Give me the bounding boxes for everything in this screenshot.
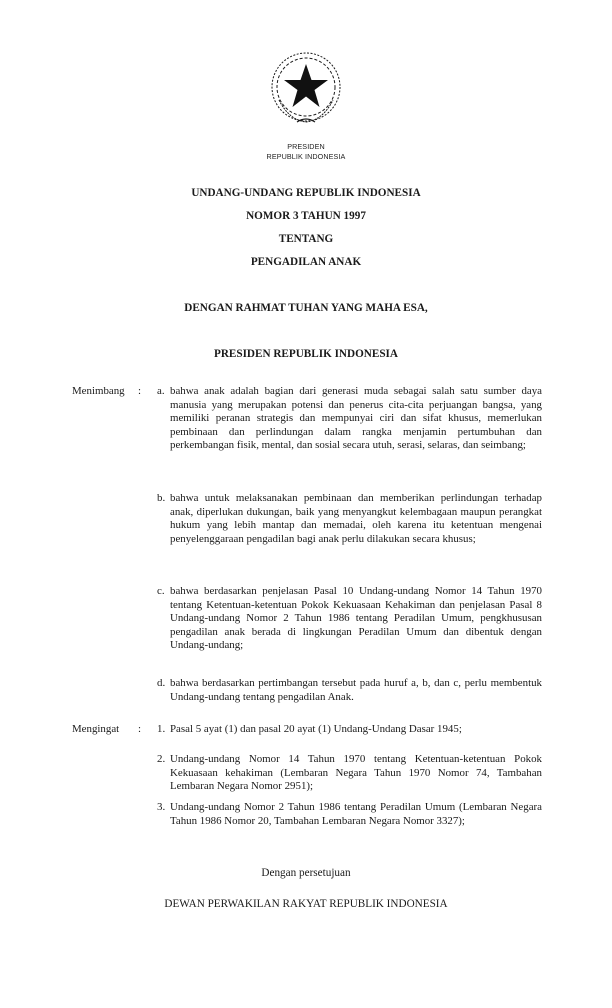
mengingat-item-3 — [157, 801, 542, 828]
item-text: Undang-undang Nomor 14 Tahun 1970 tentang Ketentuan-ketentuan Pokok Kekuasaan kehakiman (Lembaran Negara Tahun 1970 Nomor 74, Tambahan Lembaran Negara Nomor 2951); — [170, 753, 542, 793]
law-tentang: TENTANG — [278, 233, 334, 245]
menimbang-item-d — [157, 677, 542, 704]
item-text: bahwa berdasarkan penjelasan Pasal 10 Undang-undang Nomor 14 Tahun 1970 tentang Ketentuan-ketentuan Pokok Kekuasaan Kehakiman dan penjelasan Pasal 8 Undang-undang Nomor 2 Tahun 1986 tentang Peradilan Umum, pengkhususan pengadilan anak berada di lingkungan Peradilan Umum dan dibentuk dengan Undang-undang; — [170, 585, 542, 652]
item-marker: 3. — [157, 801, 166, 813]
mengingat-item-1 — [157, 723, 542, 737]
item-text: Pasal 5 ayat (1) dan pasal 20 ayat (1) Undang-Undang Dasar 1945; — [170, 723, 462, 735]
president-heading: PRESIDEN REPUBLIK INDONESIA — [213, 348, 398, 360]
item-marker: 1. — [157, 723, 166, 735]
mengingat-colon: : — [138, 723, 142, 735]
mengingat-item-2 — [157, 753, 542, 794]
item-marker: c. — [157, 585, 165, 597]
menimbang-item-a — [157, 385, 542, 453]
council-name: DEWAN PERWAKILAN RAKYAT REPUBLIK INDONESIA — [164, 898, 448, 910]
menimbang-label: Menimbang — [72, 385, 125, 397]
emblem-caption-republik: REPUBLIK INDONESIA — [266, 152, 346, 161]
menimbang-colon: : — [138, 385, 142, 397]
item-text: bahwa anak adalah bagian dari generasi muda sebagai salah satu sumber daya manusia yang merupakan potensi dan penerus cita-cita perjuangan bangsa, yang memiliki peranan strategis dan mempunyai ciri dan sifat khusus, memerlukan pembinaan dan perlindungan dalam rangka menjamin pertumbuhan dan perkembangan fisik, mental, dan sosial secara utuh, serasi, selaras, dan seimbang; — [170, 385, 542, 452]
law-number: NOMOR 3 TAHUN 1997 — [246, 210, 366, 222]
item-marker: d. — [157, 677, 166, 689]
menimbang-item-c — [157, 585, 542, 653]
item-text: bahwa untuk melaksanakan pembinaan dan memberikan perlindungan terhadap anak, diperlukan dukungan, baik yang menyangkut kelembagaan maupun perangkat hukum yang lebih mantap dan memadai, oleh karena itu ketentuan mengenai penyelenggaraan pengadilan bagi anak perlu dilakukan secara khusus; — [170, 492, 542, 545]
item-marker: b. — [157, 492, 166, 504]
item-text: bahwa berdasarkan pertimbangan tersebut pada huruf a, b, dan c, perlu membentuk Undang-undang tentang pengadilan Anak. — [170, 677, 542, 703]
menimbang-item-b — [157, 492, 542, 546]
item-marker: 2. — [157, 753, 166, 765]
approval-text: Dengan persetujuan — [261, 867, 351, 879]
law-subject: PENGADILAN ANAK — [250, 256, 362, 268]
blessing-heading: DENGAN RAHMAT TUHAN YANG MAHA ESA, — [184, 302, 428, 314]
law-title: UNDANG-UNDANG REPUBLIK INDONESIA — [191, 187, 421, 199]
mengingat-label: Mengingat — [72, 723, 120, 735]
item-text: Undang-undang Nomor 2 Tahun 1986 tentang Peradilan Umum (Lembaran Negara Tahun 1986 Nomor 20, Tambahan Lembaran Negara Nomor 3327); — [170, 801, 542, 827]
item-marker: a. — [157, 385, 165, 397]
emblem-caption-presiden: PRESIDEN — [287, 142, 325, 151]
presidential-emblem-icon — [269, 50, 343, 140]
